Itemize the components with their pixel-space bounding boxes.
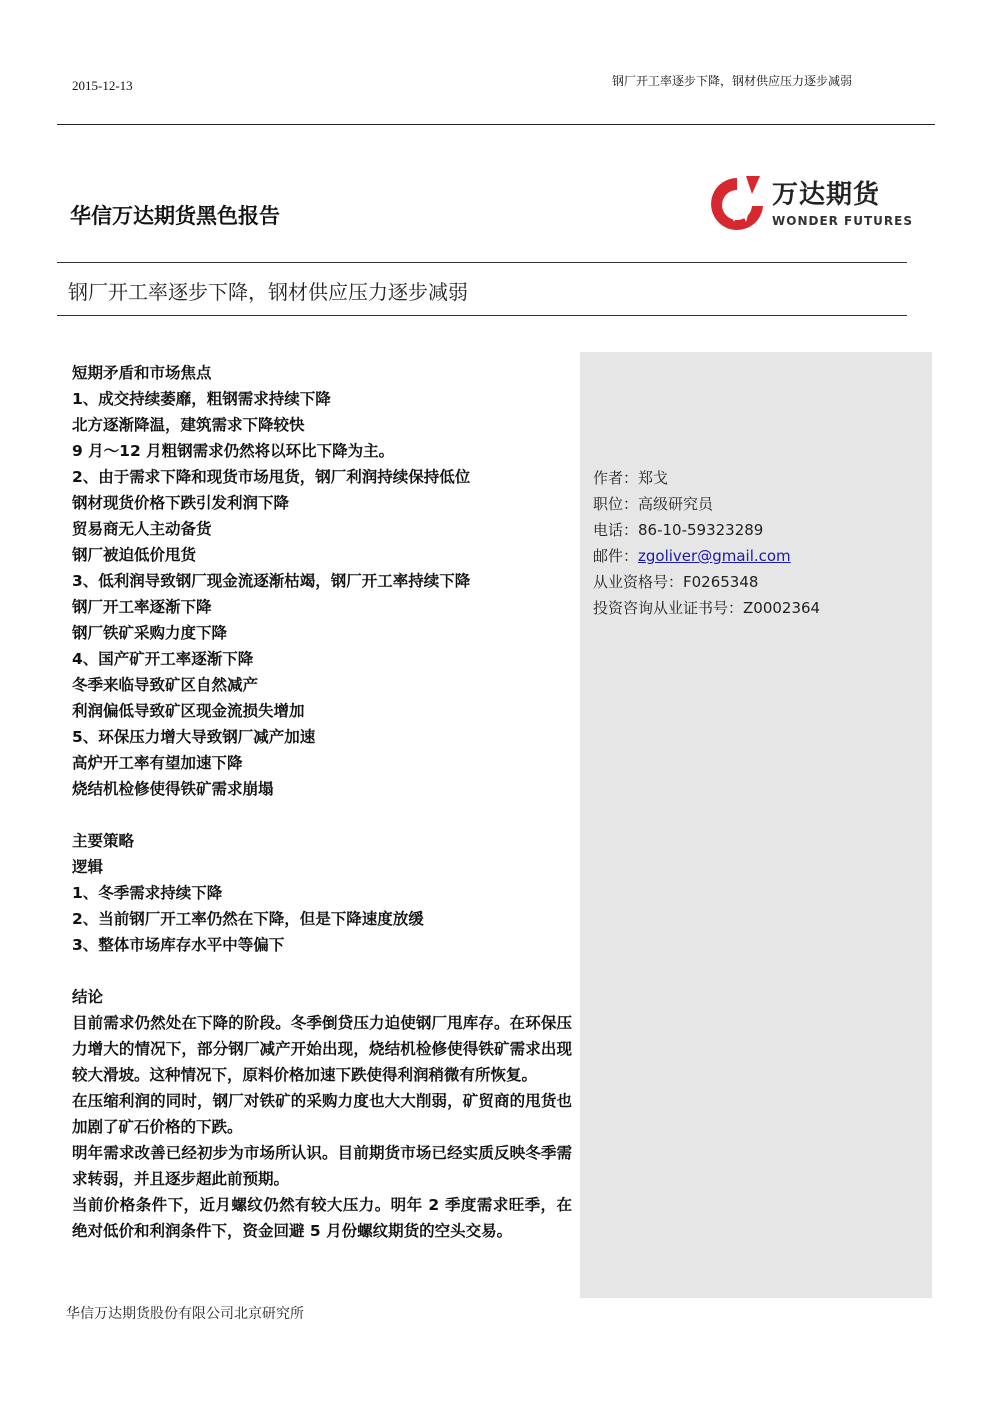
author-email-row: [593, 543, 820, 569]
conclusion-paragraph: 当前价格条件下，近月螺纹仍然有较大压力。明年 2 季度需求旺季，在绝对低价和利润条件下，资金回避 5 月份螺纹期货的空头交易。: [72, 1196, 572, 1240]
section-heading: 结论: [72, 988, 104, 1006]
author-name: 作者：郑戈: [593, 469, 669, 487]
author-email-link[interactable]: zgoliver@gmail.com: [638, 547, 791, 565]
logo-text-en: WONDER FUTURES: [772, 214, 914, 228]
report-name: 华信万达期货黑色报告: [70, 204, 280, 228]
conclusion-paragraph: 在压缩利润的同时，钢厂对铁矿的采购力度也大大削弱，矿贸商的甩货也加剧了矿石价格的下跌。: [72, 1092, 572, 1136]
spacer: [72, 958, 572, 984]
author-consult-license: 投资咨询从业证书号：Z0002364: [593, 599, 821, 617]
list-item: 4、国产矿开工率逐渐下降: [72, 650, 254, 668]
title-divider-bottom: [57, 315, 907, 316]
main-content: [72, 360, 572, 1244]
list-item: 3、整体市场库存水平中等偏下: [72, 936, 285, 954]
list-item: 1、成交持续萎靡，粗钢需求持续下降: [72, 390, 331, 408]
author-info: [593, 465, 820, 621]
wonder-futures-logo-icon: [706, 172, 768, 236]
list-item: 1、冬季需求持续下降: [72, 884, 223, 902]
list-item: 2、由于需求下降和现货市场甩货，钢厂利润持续保持低位: [72, 468, 471, 486]
list-item: 9 月～12 月粗钢需求仍然将以环比下降为主。: [72, 442, 395, 460]
footer-company: 华信万达期货股份有限公司北京研究所: [66, 1306, 304, 1322]
list-item: 烧结机检修使得铁矿需求崩塌: [72, 780, 274, 798]
list-item: 北方逐渐降温，建筑需求下降较快: [72, 416, 305, 434]
conclusion-paragraph: 目前需求仍然处在下降的阶段。冬季倒贷压力迫使钢厂甩库存。在环保压力增大的情况下，部分钢厂减产开始出现，烧结机检修使得铁矿需求出现较大滑坡。这种情况下，原料价格加速下跌使得利润稍微有所恢复。: [72, 1014, 572, 1084]
list-item: 利润偏低导致矿区现金流损失增加: [72, 702, 305, 720]
list-item: 钢厂铁矿采购力度下降: [72, 624, 228, 642]
list-item: 钢材现货价格下跌引发利润下降: [72, 494, 290, 512]
list-item: 2、当前钢厂开工率仍然在下降，但是下降速度放缓: [72, 910, 424, 928]
list-item: 钢厂被迫低价甩货: [72, 546, 197, 564]
list-item: 冬季来临导致矿区自然减产: [72, 676, 259, 694]
section-heading: 主要策略: [72, 832, 135, 850]
author-license: 从业资格号：F0265348: [593, 573, 759, 591]
author-email-label: 邮件：: [593, 547, 639, 565]
spacer: [72, 802, 572, 828]
company-logo: [706, 172, 916, 236]
section-subheading: 逻辑: [72, 858, 104, 876]
header-title: 钢厂开工率逐步下降，钢材供应压力逐步减弱: [612, 74, 853, 88]
author-phone: 电话：86-10-59323289: [593, 521, 764, 539]
logo-text-cn: 万达期货: [772, 180, 881, 210]
conclusion-paragraph: 明年需求改善已经初步为市场所认识。目前期货市场已经实质反映冬季需求转弱，并且逐步超此前预期。: [72, 1144, 572, 1188]
list-item: 贸易商无人主动备货: [72, 520, 212, 538]
list-item: 钢厂开工率逐渐下降: [72, 598, 212, 616]
section-heading: 短期矛盾和市场焦点: [72, 364, 212, 382]
list-item: 高炉开工率有望加速下降: [72, 754, 243, 772]
header-date: 2015-12-13: [72, 78, 133, 93]
author-title: 职位：高级研究员: [593, 495, 714, 513]
list-item: 5、环保压力增大导致钢厂减产加速: [72, 728, 316, 746]
list-item: 3、低利润导致钢厂现金流逐渐枯竭，钢厂开工率持续下降: [72, 572, 471, 590]
report-subtitle: 钢厂开工率逐步下降，钢材供应压力逐步减弱: [68, 280, 468, 304]
header-divider: [57, 124, 935, 125]
title-divider-top: [57, 262, 907, 263]
